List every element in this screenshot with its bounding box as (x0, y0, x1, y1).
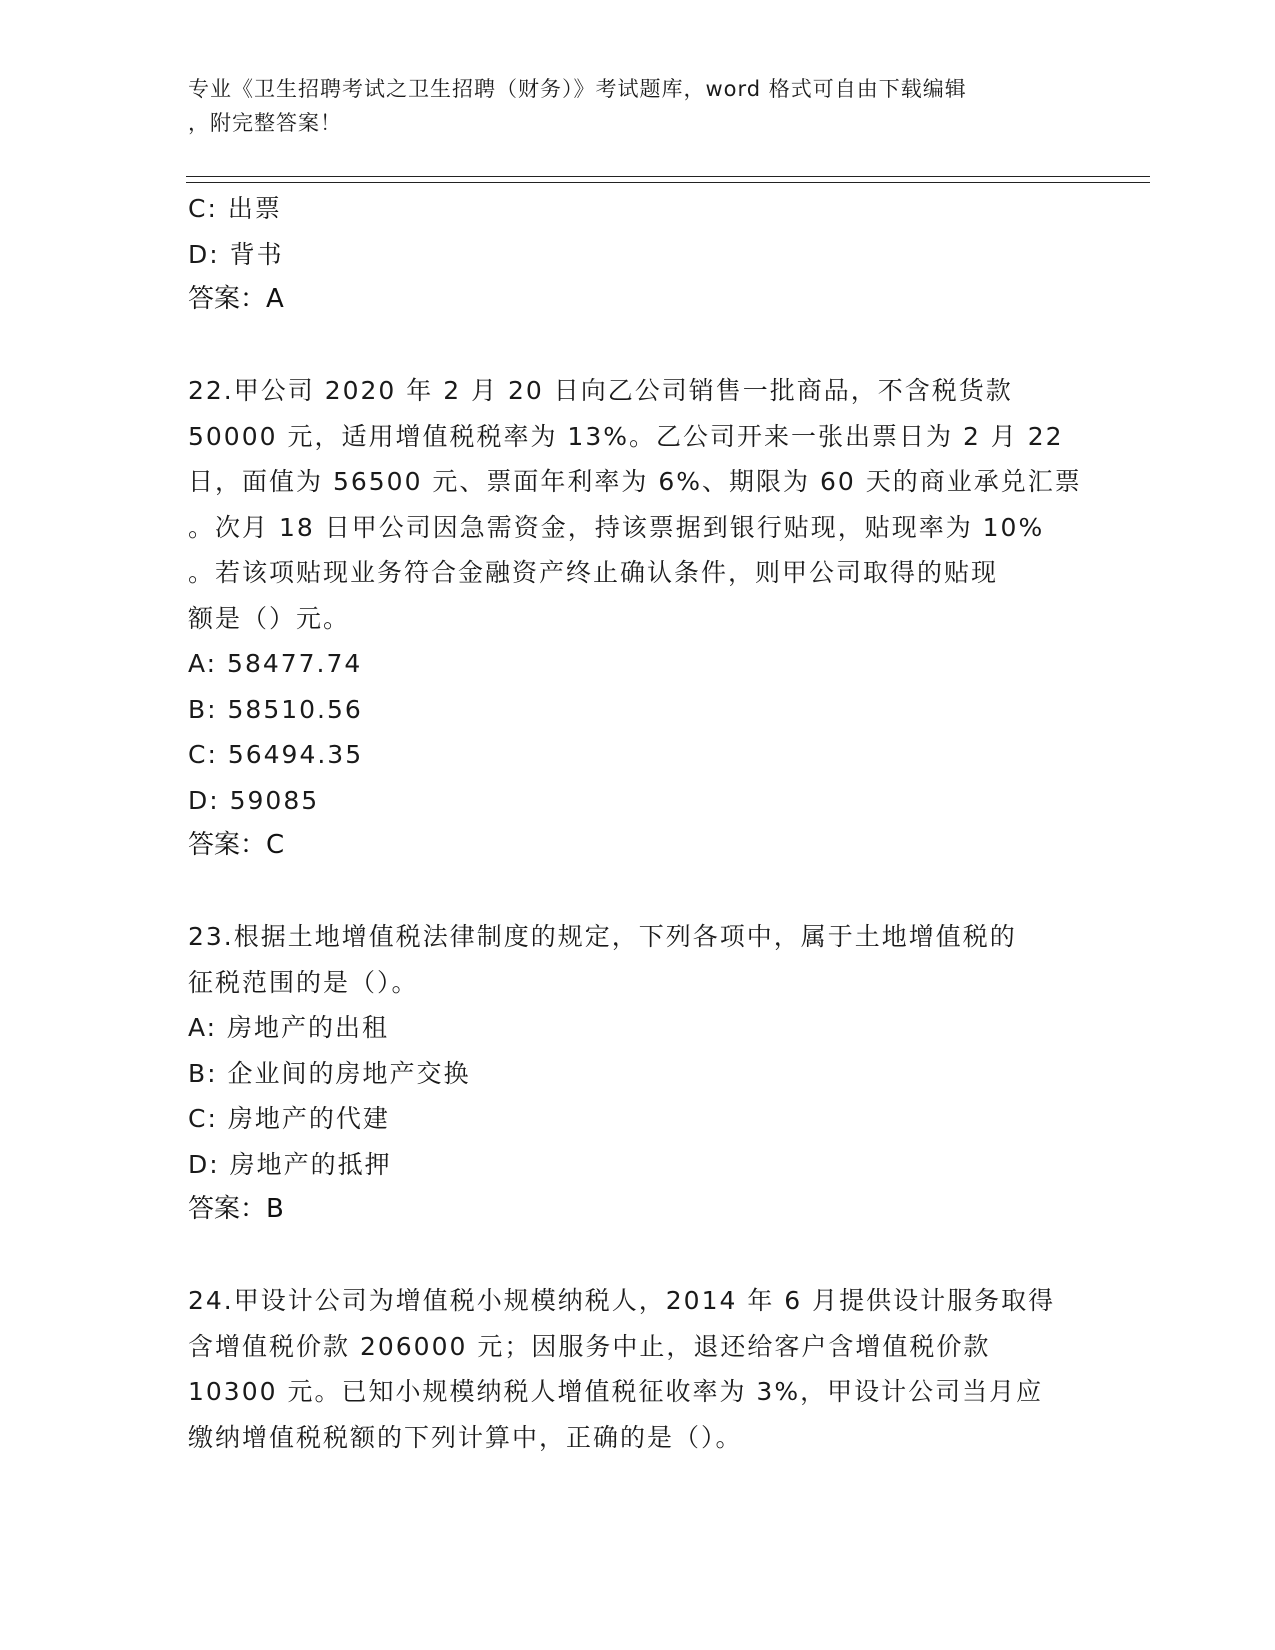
q23-stem-line: 征税范围的是（）。 (188, 967, 419, 997)
q23-answer: 答案：B (188, 1194, 284, 1224)
q23-stem-line: 23.根据土地增值税法律制度的规定，下列各项中，属于土地增值税的 (188, 922, 1017, 951)
q22-option-d: D: 59085 (188, 785, 320, 815)
header-line-2: ，附完整答案！ (188, 111, 342, 135)
q22-stem-line: 22.甲公司 2020 年 2 月 20 日向乙公司销售一批商品，不含税货款 (188, 376, 1013, 405)
q22-stem-line: 额是（）元。 (188, 603, 351, 633)
q23-option-a: A: 房地产的出租 (188, 1013, 390, 1042)
question-content (188, 186, 1088, 1460)
q22-stem-line: 。次月 18 日甲公司因急需资金，持该票据到银行贴现，贴现率为 10% (188, 512, 1045, 542)
q22-stem-line: 。若该项贴现业务符合金融资产终止确认条件，则甲公司取得的贴现 (188, 558, 999, 587)
q23-option-c: C: 房地产的代建 (188, 1104, 390, 1133)
header-divider-top (186, 176, 1150, 177)
q23-option-b: B: 企业间的房地产交换 (188, 1058, 471, 1088)
q24-stem-line: 缴纳增值税税额的下列计算中，正确的是（）。 (188, 1422, 743, 1452)
q22-option-a: A: 58477.74 (188, 649, 363, 678)
q22-option-b: B: 58510.56 (188, 694, 363, 724)
question-22 (188, 368, 1088, 869)
q22-stem-line: 日，面值为 56500 元、票面年利率为 6%、期限为 60 天的商业承兑汇票 (188, 467, 1082, 496)
question-24 (188, 1278, 1088, 1460)
page-header (188, 72, 1088, 140)
q21-option-d: D: 背书 (188, 239, 284, 269)
q22-answer: 答案：C (188, 830, 285, 860)
spacer (188, 869, 1088, 915)
question-23 (188, 914, 1088, 1233)
q22-stem-line: 50000 元，适用增值税税率为 13%。乙公司开来一张出票日为 2 月 22 (188, 421, 1064, 451)
header-line-1: 专业《卫生招聘考试之卫生招聘（财务）》考试题库，word 格式可自由下载编辑 (188, 77, 967, 101)
q22-option-c: C: 56494.35 (188, 740, 364, 769)
q23-option-d: D: 房地产的抵押 (188, 1149, 392, 1179)
q21-answer: 答案：A (188, 284, 284, 314)
q24-stem-line: 24.甲设计公司为增值税小规模纳税人，2014 年 6 月提供设计服务取得 (188, 1286, 1056, 1315)
spacer (188, 1233, 1088, 1279)
q21-option-c: C: 出票 (188, 194, 282, 223)
q24-stem-line: 含增值税价款 206000 元；因服务中止，退还给客户含增值税价款 (188, 1331, 991, 1361)
header-divider-bottom (186, 182, 1150, 183)
q24-stem-line: 10300 元。已知小规模纳税人增值税征收率为 3%，甲设计公司当月应 (188, 1377, 1044, 1406)
spacer (188, 323, 1088, 369)
